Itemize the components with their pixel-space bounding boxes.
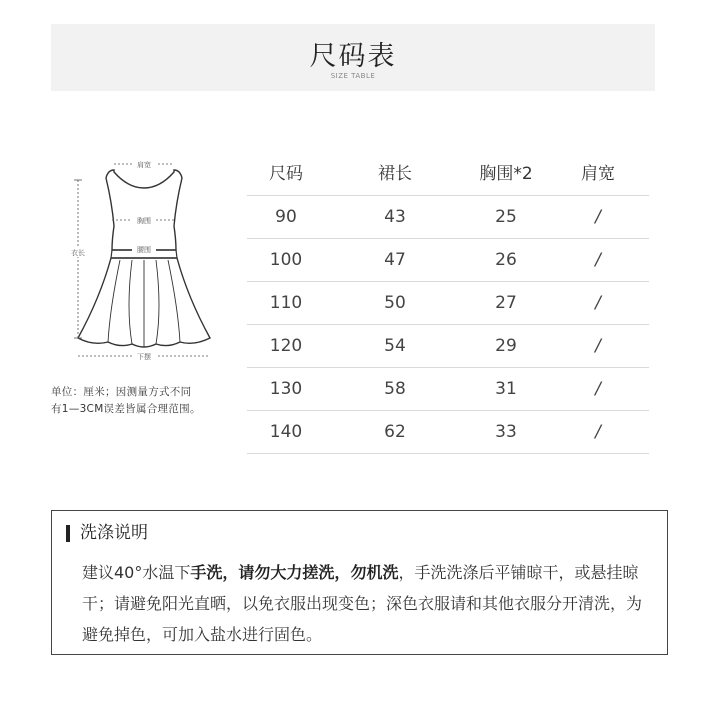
- unit-note: [51, 384, 251, 418]
- cell-shoulder: /: [547, 196, 649, 239]
- shoulder-label: 肩宽: [137, 161, 151, 169]
- cell-length: 47: [325, 239, 465, 282]
- cell-size: 100: [247, 239, 325, 282]
- table-row: [247, 239, 649, 282]
- table-row: [247, 325, 649, 368]
- wash-separator: ，: [334, 563, 351, 582]
- cell-shoulder: /: [547, 282, 649, 325]
- cell-shoulder: /: [547, 325, 649, 368]
- table-header-row: [247, 148, 649, 196]
- length-label: 衣长: [71, 249, 85, 257]
- wash-text: [82, 557, 657, 650]
- wash-instructions-box: [51, 510, 668, 655]
- cell-shoulder: /: [547, 411, 649, 454]
- wash-title: 洗涤说明: [66, 521, 148, 545]
- wash-emphasis-handwash: 手洗: [190, 563, 223, 582]
- table-row: [247, 411, 649, 454]
- cell-length: 54: [325, 325, 465, 368]
- table-row: [247, 282, 649, 325]
- wash-text-part: 建议40°水温下: [82, 563, 191, 582]
- wash-emphasis-no-scrub: 请勿大力搓洗: [238, 563, 335, 582]
- chest-label: 胸围: [137, 217, 151, 225]
- cell-chest: 26: [465, 239, 547, 282]
- cell-size: 130: [247, 368, 325, 411]
- cell-length: 50: [325, 282, 465, 325]
- cell-chest: 25: [465, 196, 547, 239]
- waist-label: 腰围: [137, 246, 151, 254]
- cell-shoulder: /: [547, 239, 649, 282]
- cell-size: 110: [247, 282, 325, 325]
- table-row: [247, 196, 649, 239]
- cell-size: 140: [247, 411, 325, 454]
- page-subtitle: SIZE TABLE: [330, 72, 376, 80]
- wash-separator: ，: [222, 563, 239, 582]
- wash-emphasis-no-machine: 勿机洗: [350, 563, 399, 582]
- header-banner: [51, 24, 655, 91]
- cell-chest: 33: [465, 411, 547, 454]
- unit-note-line-1: 单位：厘米；因测量方式不同: [51, 386, 192, 398]
- unit-note-line-2: 有1—3CM误差皆属合理范围。: [51, 403, 201, 415]
- page-title: 尺码表: [309, 41, 397, 72]
- cell-chest: 27: [465, 282, 547, 325]
- cell-length: 58: [325, 368, 465, 411]
- dress-illustration: [48, 158, 240, 368]
- cell-size: 120: [247, 325, 325, 368]
- dress-diagram: [48, 158, 240, 368]
- table-row: [247, 368, 649, 411]
- cell-size: 90: [247, 196, 325, 239]
- cell-shoulder: /: [547, 368, 649, 411]
- cell-chest: 31: [465, 368, 547, 411]
- size-table: [247, 148, 649, 454]
- cell-chest: 29: [465, 325, 547, 368]
- header-size: 尺码: [247, 148, 325, 196]
- header-chest: 胸围*2: [465, 148, 547, 196]
- cell-length: 62: [325, 411, 465, 454]
- header-length: 裙长: [325, 148, 465, 196]
- hem-label: 下摆: [137, 353, 151, 361]
- wash-text-rest: ，手洗洗涤后平铺晾干，或悬挂晾干；请避免阳光直晒，以免衣服出现变色；深色衣服请和其他衣服分开清洗，为避免掉色，可加入盐水进行固色。: [82, 563, 643, 644]
- header-shoulder: 肩宽: [547, 148, 649, 196]
- cell-length: 43: [325, 196, 465, 239]
